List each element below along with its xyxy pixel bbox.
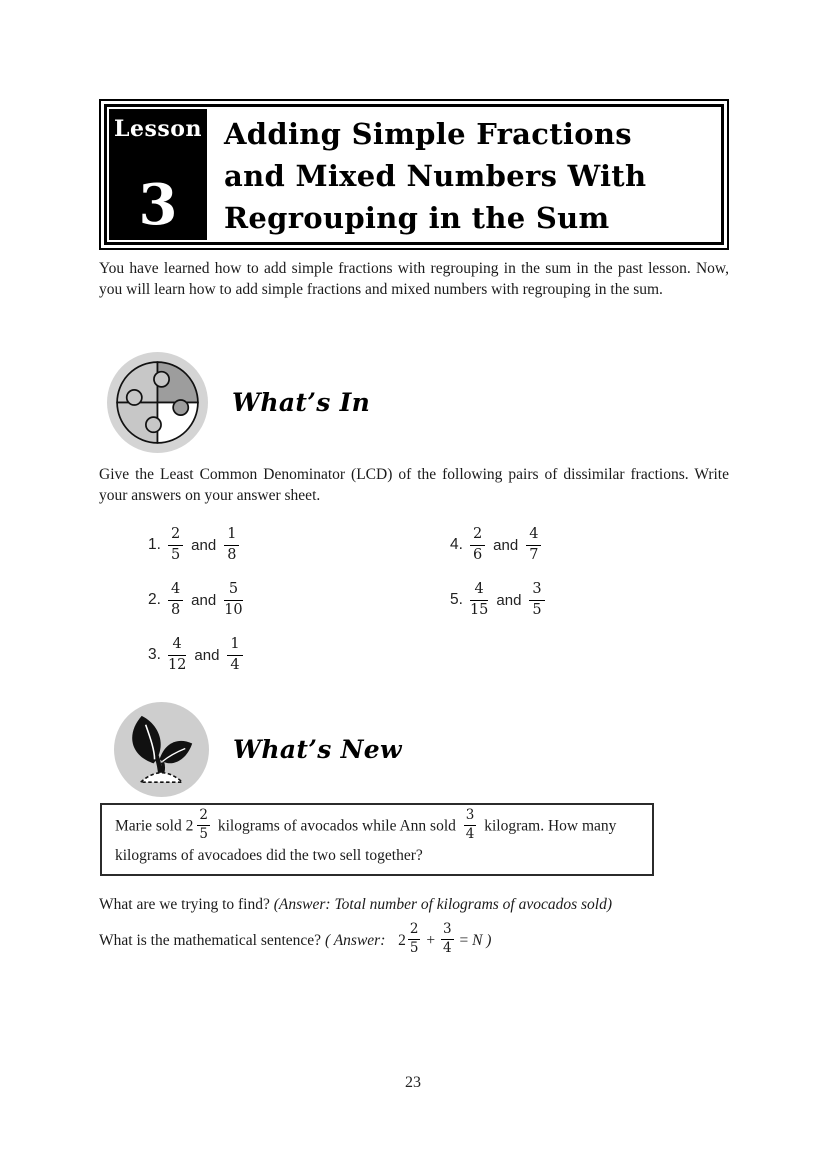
ann-fraction <box>464 808 477 842</box>
lesson-title-line2: and Mixed Numbers With <box>224 159 647 193</box>
conjunction-and: and <box>493 536 519 554</box>
puzzle-icon <box>106 351 209 454</box>
exercise-item-1 <box>148 523 243 567</box>
whats-in-heading: What’s In <box>232 388 371 417</box>
exercise-list <box>99 523 729 688</box>
fraction-numerator: 2 <box>408 922 421 940</box>
word-problem-box <box>100 803 654 876</box>
fraction-first <box>470 526 485 563</box>
problem-text-before: Marie sold <box>115 817 182 835</box>
fraction-denominator: 10 <box>224 601 243 618</box>
fraction-denominator: 8 <box>170 601 181 618</box>
fraction-numerator: 3 <box>464 808 477 826</box>
equals-sign: = <box>459 932 469 949</box>
fraction-denominator: 6 <box>472 546 483 563</box>
fraction-first <box>168 581 183 618</box>
lesson-number-cell <box>107 107 209 242</box>
fraction-denominator: 4 <box>230 656 240 673</box>
lesson-number: 3 <box>138 171 178 238</box>
lesson-header-banner <box>99 99 729 250</box>
fraction-denominator: 4 <box>465 825 475 842</box>
fraction-denominator: 4 <box>442 939 452 956</box>
question-1-text: What are we trying to find? <box>99 896 270 913</box>
exercise-number: 5. <box>450 591 463 608</box>
answer-fraction-2 <box>441 922 454 956</box>
fraction-numerator: 2 <box>197 808 210 826</box>
fraction-denominator: 12 <box>167 656 187 673</box>
conjunction-and: and <box>194 646 220 664</box>
exercise-column-right <box>450 523 545 633</box>
exercise-number: 2. <box>148 591 161 608</box>
fraction-numerator: 4 <box>168 581 183 600</box>
fraction-second <box>224 581 242 618</box>
fraction-numerator: 4 <box>168 636 186 655</box>
fraction-second <box>529 581 544 618</box>
lesson-title-line3: Regrouping in the Sum <box>224 201 610 235</box>
lesson-header-table <box>104 104 724 245</box>
fraction-second <box>227 636 242 673</box>
lesson-title <box>209 107 721 242</box>
fraction-numerator: 1 <box>224 526 239 545</box>
exercise-item-5 <box>450 578 545 622</box>
fraction-denominator: 5 <box>170 546 181 563</box>
lesson-title-line1: Adding Simple Fractions <box>224 117 632 151</box>
n-symbol: N <box>472 932 483 949</box>
fraction-numerator: 3 <box>529 581 544 600</box>
fraction-numerator: 2 <box>470 526 485 545</box>
page-number: 23 <box>405 1074 421 1091</box>
fraction-denominator: 15 <box>469 601 489 618</box>
lesson-label: Lesson <box>114 116 202 142</box>
conjunction-and: and <box>496 591 522 609</box>
fraction-denominator: 8 <box>227 546 237 563</box>
question-2-answer-open: ( Answer: <box>324 932 386 949</box>
whats-new-section-header <box>113 701 402 798</box>
exercise-number: 4. <box>450 536 463 553</box>
fraction-first <box>168 526 183 563</box>
fraction-numerator: 1 <box>227 636 242 655</box>
fraction-denominator: 7 <box>529 546 539 563</box>
fraction-numerator: 4 <box>526 526 541 545</box>
intro-paragraph: You have learned how to add simple fractions with regrouping in the sum in the past lesson. Now, you will learn how to add simple fractions and mixed numbers with regrouping in the sum. <box>99 260 729 299</box>
question-2 <box>99 921 759 961</box>
question-1-answer: (Answer: Total number of kilograms of avocados sold) <box>273 896 613 913</box>
fraction-denominator: 5 <box>199 825 208 842</box>
mixed-number-fraction <box>197 808 210 842</box>
exercise-column-left <box>148 523 243 688</box>
exercise-item-4 <box>450 523 545 567</box>
fraction-numerator: 5 <box>224 581 242 600</box>
fraction-numerator: 3 <box>441 922 454 940</box>
exercise-item-2 <box>148 578 243 622</box>
fraction-first <box>168 636 186 673</box>
answer-mixed-whole: 2 <box>398 932 406 949</box>
whats-new-heading: What’s New <box>233 735 402 764</box>
fraction-first <box>470 581 488 618</box>
answer-close-paren: ) <box>486 932 492 949</box>
fraction-second <box>526 526 541 563</box>
mixed-number-whole: 2 <box>185 817 194 835</box>
fraction-numerator: 2 <box>168 526 183 545</box>
exercise-item-3 <box>148 633 243 677</box>
fraction-numerator: 4 <box>470 581 488 600</box>
guiding-questions <box>99 893 759 961</box>
fraction-denominator: 5 <box>532 601 542 618</box>
question-2-text: What is the mathematical sentence? <box>99 932 322 949</box>
whats-in-section-header <box>106 351 370 454</box>
answer-fraction-1 <box>408 922 421 956</box>
exercise-number: 1. <box>148 536 161 553</box>
plus-sign: + <box>426 932 436 949</box>
plant-icon <box>113 701 210 798</box>
fraction-second <box>224 526 239 563</box>
conjunction-and: and <box>191 591 217 609</box>
lcd-instruction: Give the Least Common Denominator (LCD) of the following pairs of dissimilar fractions. Write your answers on your answer sheet. <box>99 466 729 505</box>
fraction-denominator: 5 <box>409 939 419 956</box>
exercise-number: 3. <box>148 646 161 663</box>
problem-text-middle: kilograms of avocados while Ann sold <box>217 817 456 835</box>
question-1 <box>99 893 759 917</box>
conjunction-and: and <box>191 536 217 554</box>
problem-text-after: kilogram. How many kilograms of avocadoes did the two sell together? <box>115 817 617 865</box>
